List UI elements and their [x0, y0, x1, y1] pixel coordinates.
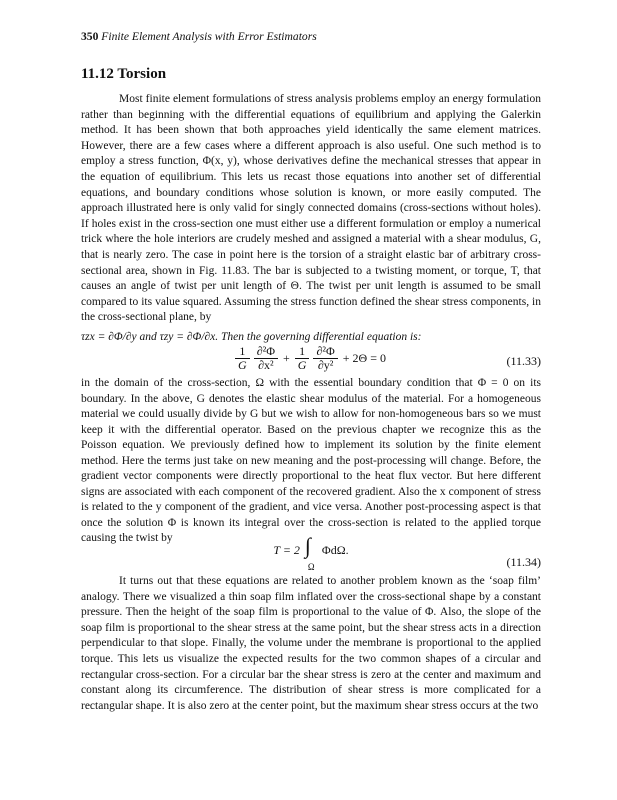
paragraph-boundary-condition: in the domain of the cross-section, Ω with the essential boundary condition that Φ = 0 on its boundary. In the above, G denotes the elastic shear modulus of the material. For a homogeneous material we could usually divide by G but we wish to allow for non-homogeneous bars so we must keep it with the differential operator. Based on the previous chapter we recognize this as the Poisson equation. We previously defined how to implement its solution by the finite element method. Here the terms just take on new meaning and the post-processing will change. Before, the gradient vector components were directly proportional to the heat flux vector. But here different signs are associated with each component of the recovered gradient. Also the x component of stress is related to the y component of the gradient, and vice versa. Another post-processing aspect is that once the solution Φ is known its integral over the cross-section is related to the applied torque causing the twist by [81, 377, 541, 544]
stress-definition-line [81, 330, 541, 346]
partial-y-fraction: $\frac{\text{∂²Φ}}{\text{∂y²}}$ [313, 345, 337, 372]
page-number: 350 [81, 30, 99, 43]
equation-tail: + 2Θ = 0 [342, 351, 386, 365]
equation-body-torque [81, 533, 541, 572]
section-title: 11.12 Torsion [81, 66, 167, 82]
equation-11-33 [81, 345, 541, 377]
paragraph-stress-function: Most finite element formulations of stress analysis problems employ an energy formulation rather than beginning with the differential equations of equilibrium and applying the Galerkin method. It has been shown that both approaches yield identically the same element matrices. However, there are a few cases where a different approach is also useful. One such method is to employ a stress function, Φ(x, y), whose derivatives define the mechanical stresses that appear in the equation of equilibrium. This lets us recast those equations into another set of differential equations, and boundary conditions whose solution is known, or more easily computed. The approach illustrated here is only valid for singly connected domains (cross-sections without holes). If holes exist in the cross-section one must either use a different formulation or employ a numerical trick where the hole interiors are crudely meshed and assigned a material with a shear modulus, G, that is nearly zero. The case in point here is the torsion of a straight elastic bar of arbitrary cross-sectional area, shown in Fig. 11.83. The bar is subjected to a twisting moment, or torque, T, that causes an angle of twist per unit length of Θ. The twist per unit length is assumed to be small compared to its value squared. Assuming the stress function defined the shear stress components, in the cross-sectional plane, by [81, 93, 541, 324]
coefficient-fraction: $\frac{1}{G}$ [235, 345, 250, 372]
coefficient-fraction-2: $\frac{1}{G}$ [295, 345, 310, 372]
integral-domain: Ω [307, 562, 315, 572]
integral-sign: ∫ Ω [304, 533, 315, 572]
equation-11-34 [81, 533, 541, 572]
running-header [81, 30, 317, 43]
equation-number: (11.33) [506, 354, 541, 368]
book-title: Finite Element Analysis with Error Estimators [101, 30, 317, 43]
torque-lhs: T = 2 [273, 542, 300, 557]
stress-definition: τzx = ∂Φ/∂y and τzy = ∂Φ/∂x. Then the governing differential equation is: [81, 331, 422, 343]
equation-body [81, 345, 541, 372]
equation-number-2: (11.34) [506, 555, 541, 569]
paragraph-soap-film: It turns out that these equations are related to another problem known as the ‘soap film’ analogy. There we visualized a thin soap film inflated over the cross-sectional shape by a constant pressure. Then the height of the soap film is proportional to the value of Φ. Also, the slope of the soap film is proportional to the shear stress at the same point, but the shear stress acts in a direction perpendicular to that slope. Finally, the volume under the membrane is proportional to the applied torque. This lets us visualize the expected results for the two common shapes of a circular and rectangular cross-section. For a circular bar the shear stress is zero at the center and maximum and constant along its circumference. The distribution of shear stress is more complicated for a rectangular shape. It is also zero at the center point, but the maximum shear stress occurs at the two [81, 575, 541, 712]
plus-operator: + [283, 351, 290, 365]
integrand: ΦdΩ. [321, 542, 349, 557]
partial-x-fraction: $\frac{\text{∂²Φ}}{\text{∂x²}}$ [254, 345, 278, 372]
